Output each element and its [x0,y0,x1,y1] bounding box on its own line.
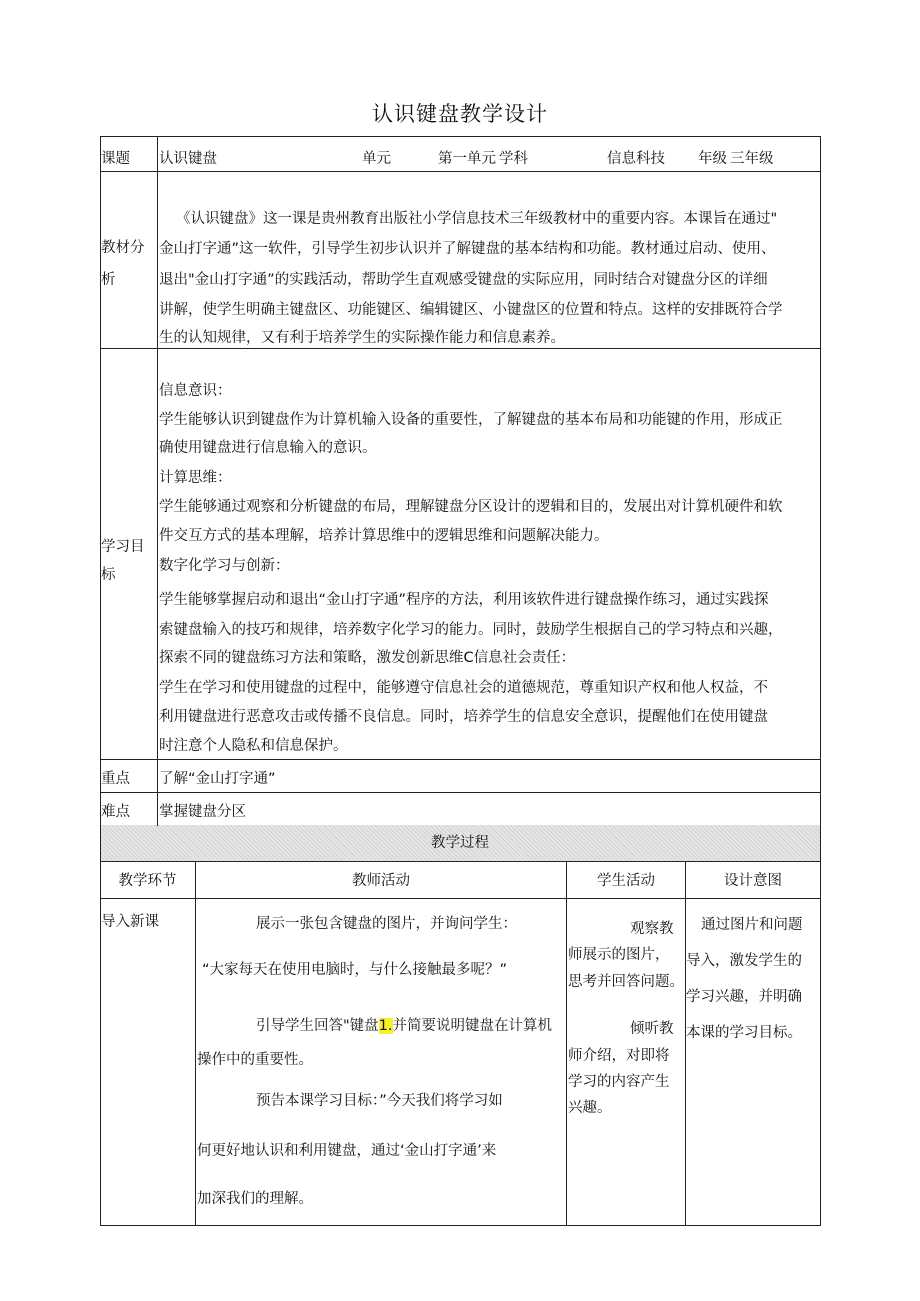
goals-line: 确使用键盘进行信息输入的意识。 [159,440,377,456]
table-rule [100,861,821,862]
design-intent-line: 本课的学习目标。 [686,1025,802,1041]
grade-value: 三年级 [730,151,774,167]
table-rule [157,136,158,826]
column-header-teacher: 教师活动 [352,873,410,889]
goals-line: 数字化学习与创新： [159,558,290,574]
design-intent-line: 导入，激发学生的 [686,953,802,969]
column-header-student: 学生活动 [597,873,655,889]
goals-line: 学生能够认识到键盘作为计算机输入设备的重要性，了解键盘的基本布局和功能键的作用，形成正 [159,412,783,428]
goals-label: 标 [101,567,116,583]
goals-line: 时注意个人隐私和信息保护。 [159,738,348,754]
key-point-label: 重点 [101,771,130,787]
key-point-value: 了解“金山打字通” [159,771,276,787]
student-activity-line: 师介绍，对即将 [568,1048,670,1064]
student-activity-line: 观察教 [630,921,674,937]
teacher-activity-text: 引导学生回答"键盘 [256,1018,379,1034]
goals-line: 学生能够通过观察和分析键盘的布局，理解键盘分区设计的逻辑和目的，发展出对计算机硬件和软 [159,499,783,515]
teacher-activity-text: 并简要说明键盘在计算机 [392,1018,553,1034]
stage-name: 导入新课 [101,914,159,930]
table-rule [100,759,821,760]
goals-line: 索键盘输入的技巧和规律，培养数字化学习的能力。同时，鼓励学生根据自己的学习特点和兴趣， [159,622,783,638]
teacher-activity-line: 预告本课学习目标：”今天我们将学习如 [256,1093,503,1109]
student-activity-line: 思考并回答问题。 [568,974,684,990]
course-label: 课题 [101,151,130,167]
analysis-label: 教材分 [101,240,145,256]
difficulty-label: 难点 [101,804,130,820]
column-header-stage: 教学环节 [118,873,177,889]
unit-label: 单元 [362,151,391,167]
difficulty-value: 掌握键盘分区 [159,804,246,820]
teacher-activity-line: 展示一张包含键盘的图片，并询问学生： [256,916,517,932]
analysis-line: 讲解，使学生明确主键盘区、功能键区、编辑键区、小键盘区的位置和特点。这样的安排既符合学 [159,302,783,318]
teacher-activity-line [256,1014,552,1035]
table-rule [100,792,821,793]
goals-line: 学生在学习和使用键盘的过程中，能够遵守信息社会的道德规范，尊重知识产权和他人权益，不 [159,680,768,696]
goals-label: 学习目 [101,539,145,555]
teacher-activity-line: “大家每天在使用电脑时，与什么接触最多呢？” [202,962,508,978]
design-intent-line: 学习兴趣，并明确 [686,989,802,1005]
subject-value: 信息科技 [607,151,665,167]
analysis-line: 生的认知规律，又有利于培养学生的实际操作能力和信息素养。 [159,330,565,346]
table-rule [100,136,101,1226]
course-value: 认识键盘 [159,151,217,167]
table-rule [100,1225,821,1226]
design-intent-line: 通过图片和问题 [701,917,803,933]
process-heading: 教学过程 [431,835,489,851]
goals-line: 计算思维： [159,470,232,486]
table-rule [566,861,567,1226]
goals-line: 件交互方式的基本理解，培养计算思维中的逻辑思维和问题解决能力。 [159,528,609,544]
analysis-label: 析 [101,272,116,288]
goals-line: 信息意识： [159,383,232,399]
analysis-line: 《认识键盘》这一课是贵州教育出版社小学信息技术三年级教材中的重要内容。本课旨在通过" [176,211,778,227]
teacher-activity-line: 操作中的重要性。 [197,1052,313,1068]
table-rule [685,861,686,1226]
unit-value: 第一单元 [438,151,496,167]
student-activity-line: 兴趣。 [568,1100,612,1116]
goals-line: 探索不同的键盘练习方法和策略，激发创新思维C信息社会责任： [159,650,576,666]
teacher-activity-line: 加深我们的理解。 [197,1191,313,1207]
table-rule [820,136,821,1226]
table-rule [100,348,821,349]
column-header-intent: 设计意图 [724,873,782,889]
student-activity-line: 倾听教 [630,1021,674,1037]
analysis-line: 退出"金山打字通”的实践活动，帮助学生直观感受键盘的实际应用，同时结合对键盘分区的详细 [159,272,768,288]
student-activity-line: 学习的内容产生 [568,1074,670,1090]
analysis-line: 金山打字通”这一软件，引导学生初步认识并了解键盘的基本结构和功能。教材通过启动、使用、 [159,241,776,257]
goals-line: 利用键盘进行恶意攻击或传播不良信息。同时，培养学生的信息安全意识，提醒他们在使用键盘 [159,709,768,725]
grade-label: 年级 [698,151,727,167]
teacher-activity-line: 何更好地认识和利用键盘，通过‘金山打字通’来 [197,1143,497,1159]
table-rule [100,136,821,137]
subject-label: 学科 [499,151,528,167]
student-activity-line: 师展示的图片， [568,947,670,963]
document-title: 认识键盘教学设计 [372,102,548,126]
goals-line: 学生能够掌握启动和退出“金山打字通”程序的方法，利用该软件进行键盘操作练习，通过实践探 [159,592,769,608]
table-rule [100,171,821,172]
table-rule [195,861,196,1226]
highlight-mark: 1. [378,1018,393,1034]
table-rule [100,898,821,899]
